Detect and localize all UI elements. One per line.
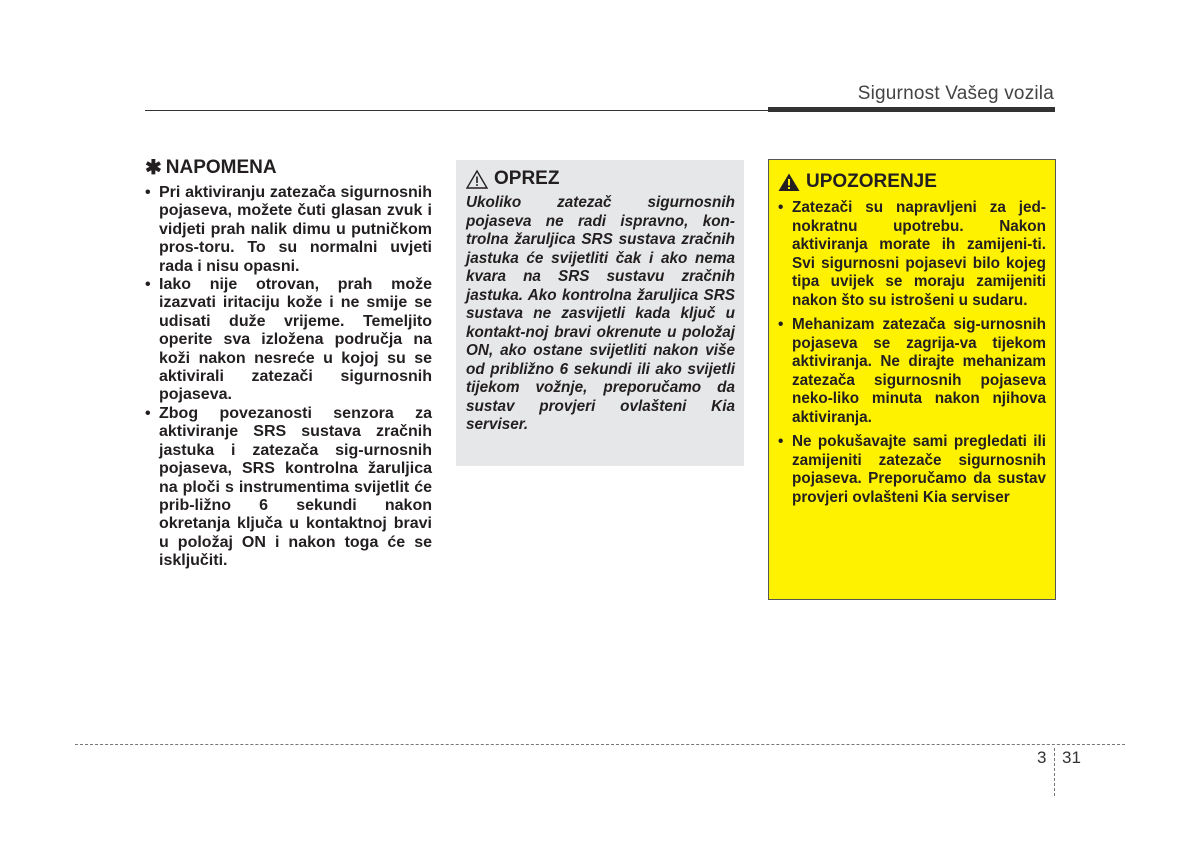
warning-heading-label: UPOZORENJE <box>806 171 937 192</box>
note-item: • Zbog povezanosti senzora za aktiviranje SRS sustava zračnih jastuka i zatezača sig-urnosnih pojaseva, SRS kontrolna žaruljica na ploči s instrumentima svijetlit će prib-ližno 6 sekundi nakon okretanja ključa u kontaktnoj bravi u položaj ON i nakon toga će se isključiti. <box>145 405 432 571</box>
page-number: 31 <box>1062 748 1081 767</box>
warning-item: • Zatezači su napravljeni za jed-nokratnu upotrebu. Nakon aktiviranja morate ih zamijeni-ti. Svi sigurnosni pojasevi bilo kojeg tipa uvijek se moraju zamijeniti nakon što su istrošeni u sudaru. <box>778 199 1046 310</box>
footer-divider <box>1054 748 1055 796</box>
warning-box <box>768 159 1056 600</box>
caution-triangle-icon <box>466 169 488 189</box>
header-rule <box>145 110 770 111</box>
warning-triangle-icon <box>778 172 800 192</box>
warning-heading <box>778 171 1046 193</box>
asterisk-icon: ✱ <box>145 157 162 179</box>
caution-heading-label: OPREZ <box>494 168 560 189</box>
note-heading <box>145 155 432 180</box>
header-rule-accent <box>768 107 1055 112</box>
note-item: • Pri aktiviranju zatezača sigurnosnih pojaseva, možete čuti glasan zvuk i vidjeti prah nalik dimu u putničkom pros-toru. To su normalni uvjeti rada i nisu opasni. <box>145 184 432 276</box>
caution-box <box>456 160 744 466</box>
note-heading-label: NAPOMENA <box>165 156 277 178</box>
warning-list <box>778 199 1046 507</box>
note-list <box>145 184 432 571</box>
caution-text: Ukoliko zatezač sigurnosnih pojaseva ne radi ispravno, kon-trolna žaruljica SRS sustava zračnih jastuka će svijetliti čak i ako nema kvara na SRS sustavu zračnih jastuka. Ako kontrolna žaruljica SRS sustava ne zasvijetli kada ključ u kontakt-noj bravi okrenute u položaj ON, ako ostane svijetliti nakon više od približno 6 sekundi ili ako svijetli tijekom vožnje, preporučamo da sustav provjeri ovlašteni Kia serviser. <box>466 194 735 433</box>
footer-rule <box>75 744 1125 745</box>
caution-heading <box>466 168 735 190</box>
note-section <box>145 155 432 571</box>
warning-item: • Mehanizam zatezača sig-urnosnih pojaseva se zagrija-va tijekom aktiviranja. Ne dirajte mehanizam zatezača sigurnosnih pojaseva neko-liko minuta nakon njihova aktiviranja. <box>778 316 1046 427</box>
section-number: 3 <box>1037 748 1047 767</box>
page-header-title: Sigurnost Vašeg vozila <box>857 83 1054 104</box>
note-item: • Iako nije otrovan, prah može izazvati iritaciju kože i ne smije se udisati duže vrijeme. Temeljito operite sva izložena područja na koži nakon nesreće u kojoj su se aktivirali zatezači sigurnosnih pojaseva. <box>145 276 432 405</box>
warning-item: • Ne pokušavajte sami pregledati ili zamijeniti zatezače sigurnosnih pojaseva. Preporučamo da sustav provjeri ovlašteni Kia serviser <box>778 433 1046 507</box>
